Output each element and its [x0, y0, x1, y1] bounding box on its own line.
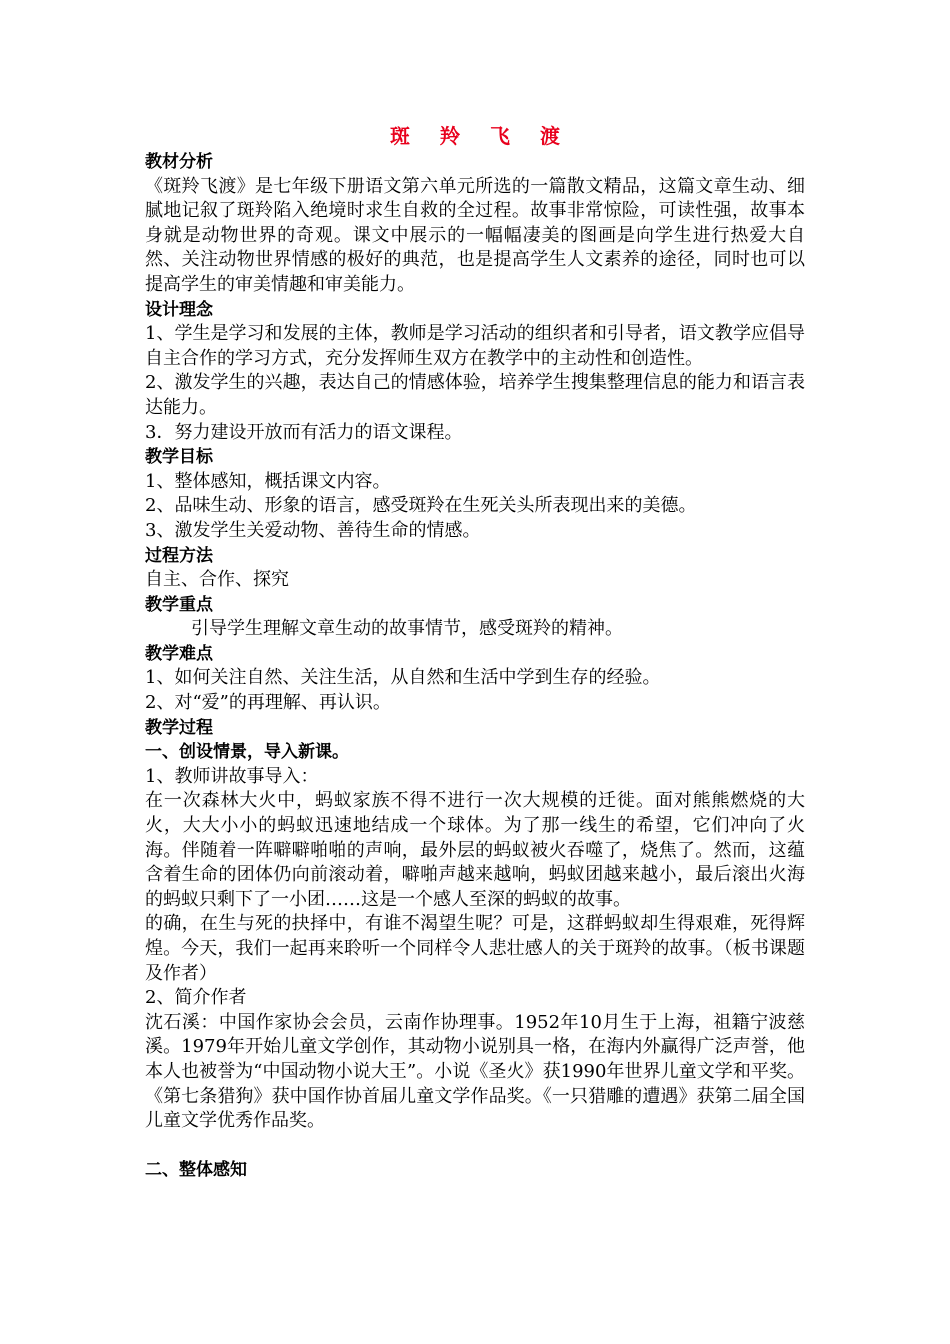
- heading-teaching-goals: 教学目标: [145, 447, 213, 468]
- step-1-sub-2: 2、简介作者: [145, 987, 247, 1009]
- heading-teaching-difficulty: 教学难点: [145, 643, 213, 664]
- heading-teaching-focus: 教学重点: [145, 594, 213, 615]
- document-title: 斑羚飞渡: [390, 124, 590, 148]
- paragraph-story-1: 在一次森林大火中，蚂蚁家族不得不进行一次大规模的迁徙。面对熊熊燃烧的大火，大大小小的蚂蚁迅速地结成一个球体。为了那一线生的希望，它们冲向了火海。伴随着一阵噼噼啪啪的声响，最外层的蚂蚁被火吞噬了，烧焦了。然而，这蕴含着生命的团体仍向前滚动着，噼啪声越来越响，蚂蚁团越来越小，最后滚出火海的蚂蚁只剩下了一小团……这是一个感人至深的蚂蚁的故事。: [145, 790, 805, 910]
- document-body: [145, 150, 805, 1183]
- heading-teaching-process: 教学过程: [145, 717, 213, 738]
- goal-item-3: 3、激发学生关爱动物、善待生命的情感。: [145, 519, 481, 541]
- paragraph-author-intro: 沈石溪：中国作家协会会员，云南作协理事。1952年10月生于上海，祖籍宁波慈溪。1979年开始儿童文学创作，其动物小说别具一格，在海内外赢得广泛声誉，他本人也被誉为“中国动物小说大王”。小说《圣火》获1990年世界儿童文学和平奖。《第七条猎狗》获中国作协首届儿童文学作品奖。《一只猎雕的遭遇》获第二届全国儿童文学优秀作品奖。: [145, 1011, 805, 1132]
- paragraph-story-2: 的确，在生与死的抉择中，有谁不渴望生呢？可是，这群蚂蚁却生得艰难，死得辉煌。今天，我们一起再来聆听一个同样令人悲壮感人的关于斑羚的故事。（板书课题及作者）: [145, 913, 805, 984]
- goal-item-2: 2、品味生动、形象的语言，感受斑羚在生死关头所表现出来的美德。: [145, 495, 697, 517]
- heading-material-analysis: 教材分析: [145, 152, 213, 172]
- difficulty-item-1: 1、如何关注自然、关注生活，从自然和生活中学到生存的经验。: [145, 667, 661, 689]
- step-1-sub-1: 1、教师讲故事导入：: [145, 765, 319, 787]
- blank-line: [145, 1134, 805, 1159]
- design-item-1: 1、学生是学习和发展的主体，教师是学习活动的组织者和引导者，语文教学应倡导自主合作的学习方式，充分发挥师生双方在教学中的主动性和创造性。: [145, 323, 805, 369]
- paragraph-material-analysis: 《斑羚飞渡》是七年级下册语文第六单元所选的一篇散文精品，这篇文章生动、细腻地记叙了斑羚陷入绝境时求生自救的全过程。故事非常惊险，可读性强，故事本身就是动物世界的奇观。课文中展示的一幅幅凄美的图画是向学生进行热爱大自然、关注动物世界情感的极好的典范，也是提高学生人文素养的途径，同时也可以提高学生的审美情趣和审美能力。: [145, 175, 805, 295]
- design-item-2: 2、激发学生的兴趣，表达自己的情感体验，培养学生搜集整理信息的能力和语言表达能力。: [145, 372, 805, 418]
- goal-item-1: 1、整体感知，概括课文内容。: [145, 470, 391, 492]
- design-item-3: 3．努力建设开放而有活力的语文课程。: [145, 421, 463, 443]
- heading-step-1: 一、创设情景，导入新课。: [145, 742, 349, 763]
- paragraph-process-method: 自主、合作、探究: [145, 569, 289, 591]
- heading-step-2: 二、整体感知: [145, 1160, 247, 1181]
- paragraph-teaching-focus: 引导学生理解文章生动的故事情节，感受斑羚的精神。: [191, 618, 623, 640]
- heading-process-method: 过程方法: [145, 545, 213, 566]
- difficulty-item-2: 2、对“爱”的再理解、再认识。: [145, 692, 391, 714]
- heading-design-concept: 设计理念: [145, 299, 213, 320]
